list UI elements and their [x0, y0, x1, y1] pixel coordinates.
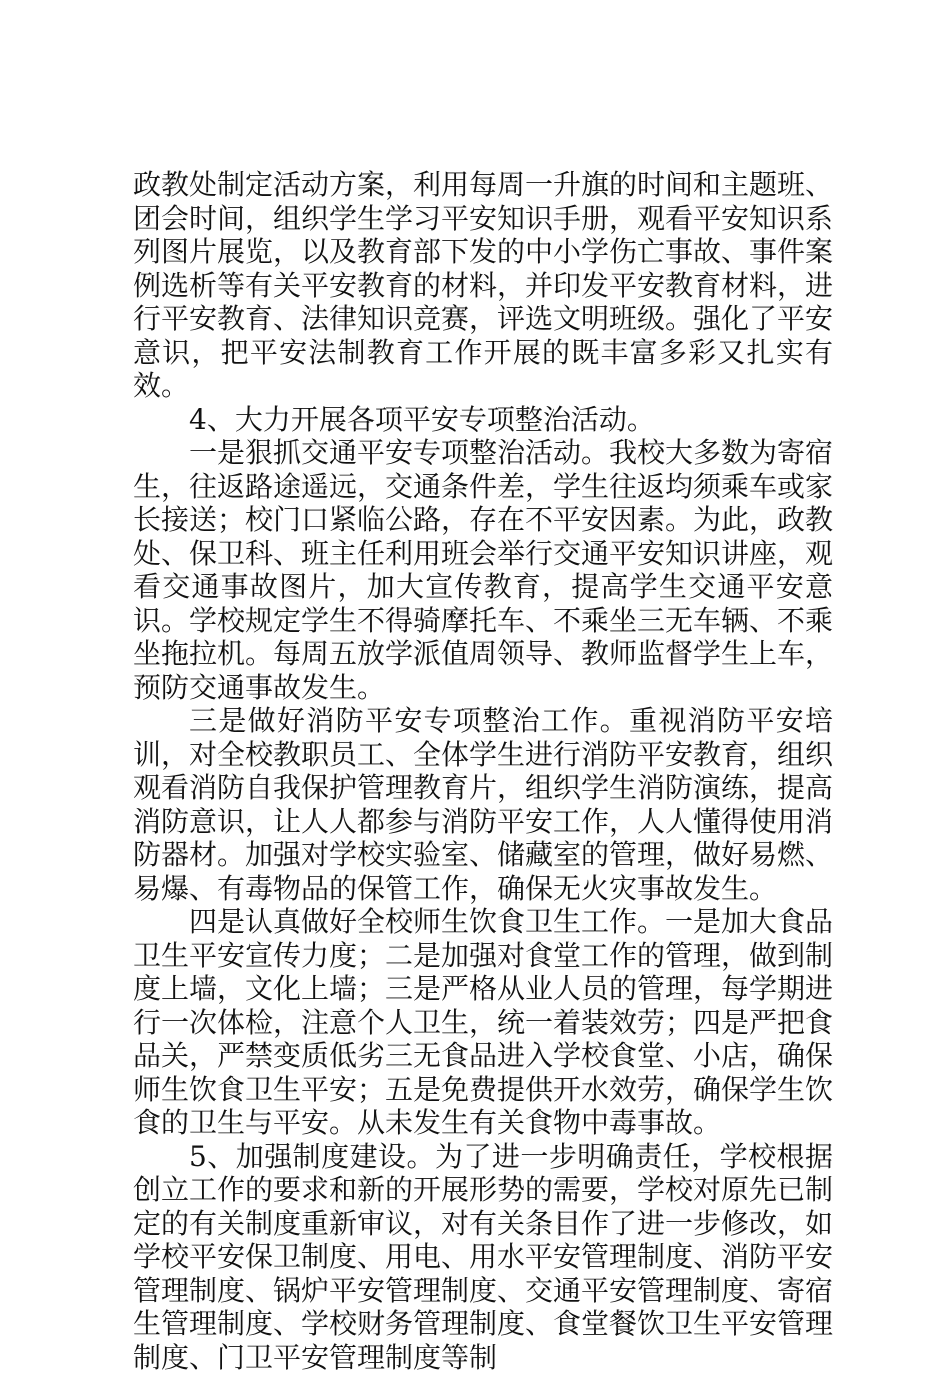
paragraph-traffic-safety: 一是狠抓交通平安专项整治活动。我校大多数为寄宿生，往返路途遥远，交通条件差，学生往返均须乘车或家长接送；校门口紧临公路，存在不平安因素。为此，政教处、保卫科、班主任利用班会举行交通平安知识讲座，观看交通事故图片，加大宣传教育，提高学生交通平安意识。学校规定学生不得骑摩托车、不乘坐三无车辆、不乘坐拖拉机。每周五放学派值周领导、教师监督学生上车，预防交通事故发生。 [133, 436, 833, 704]
paragraph-fire-safety: 三是做好消防平安专项整治工作。重视消防平安培训，对全校教职员工、全体学生进行消防平安教育，组织观看消防自我保护管理教育片，组织学生消防演练，提高消防意识，让人人都参与消防平安工作，人人懂得使用消防器材。加强对学校实验室、储藏室的管理，做好易燃、易爆、有毒物品的保管工作，确保无火灾事故发生。 [133, 704, 833, 905]
paragraph-heading-special-rectification: 4、大力开展各项平安专项整治活动。 [133, 403, 833, 437]
paragraph-food-hygiene: 四是认真做好全校师生饮食卫生工作。一是加大食品卫生平安宣传力度；二是加强对食堂工作的管理，做到制度上墙，文化上墙；三是严格从业人员的管理，每学期进行一次体检，注意个人卫生，统一着装效劳；四是严把食品关，严禁变质低劣三无食品进入学校食堂、小店，确保师生饮食卫生平安；五是免费提供开水效劳，确保学生饮食的卫生与平安。从未发生有关食物中毒事故。 [133, 905, 833, 1140]
paragraph-activity-plan: 政教处制定活动方案，利用每周一升旗的时间和主题班、团会时间，组织学生学习平安知识手册，观看平安知识系列图片展览，以及教育部下发的中小学伤亡事故、事件案例选析等有关平安教育的材料，并印发平安教育材料，进行平安教育、法律知识竞赛，评选文明班级。强化了平安意识，把平安法制教育工作开展的既丰富多彩又扎实有效。 [133, 168, 833, 403]
document-body [133, 168, 833, 1374]
paragraph-system-construction: 5、加强制度建设。为了进一步明确责任，学校根据创立工作的要求和新的开展形势的需要，学校对原先已制定的有关制度重新审议，对有关条目作了进一步修改，如学校平安保卫制度、用电、用水平安管理制度、消防平安管理制度、锅炉平安管理制度、交通平安管理制度、寄宿生管理制度、学校财务管理制度、食堂餐饮卫生平安管理制度、门卫平安管理制度等制 [133, 1140, 833, 1374]
